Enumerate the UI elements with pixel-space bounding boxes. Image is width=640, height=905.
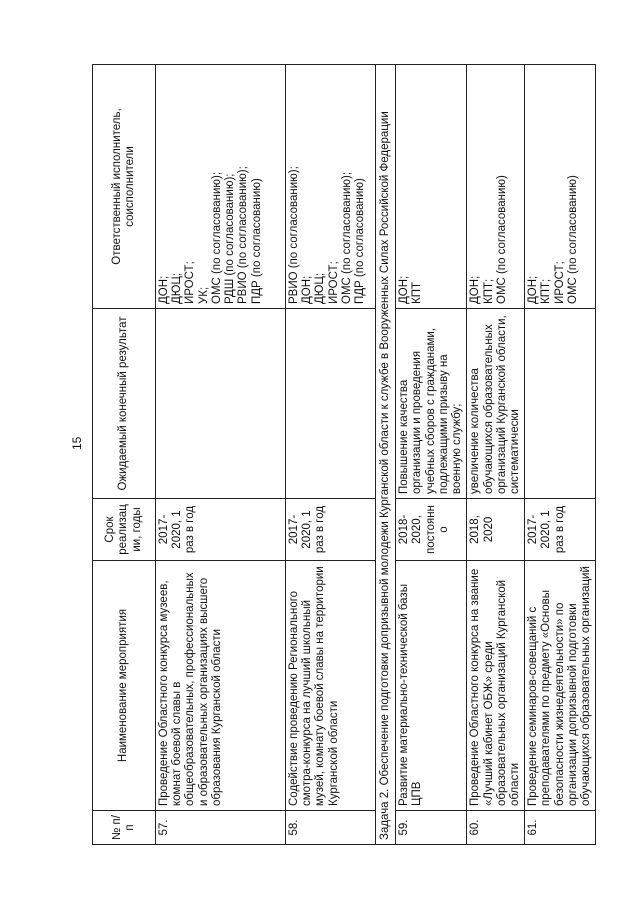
row-name: Содействие проведению Регионального смотра-конкурса на лучший школьный музей, комнату боевой славы на территории Курганской области: [286, 561, 376, 811]
exec-item: ДЮЦ;: [171, 272, 184, 304]
exec-item: ДОН;: [158, 275, 170, 304]
table-header-row: [93, 65, 156, 845]
row-name: Проведение Областного конкурса музеев, комнат боевой славы в общеобразовательных, профессиональных и образовательных организациях высшего образования Курганской области: [156, 561, 286, 811]
exec-item: КПТ;: [482, 278, 495, 304]
row-num: 58.: [286, 811, 376, 845]
row-num: 60.: [467, 811, 525, 845]
row-name: Проведение семинаров-совещаний с преподавателями по предмету «Основы безопасности жизнедеятельности» по организации допризывной подготовки обучающихся образовательных организаций: [525, 561, 596, 811]
row-exec: [396, 65, 467, 309]
row-exec: [525, 65, 596, 309]
row-term: 2018-2020, постоянно: [396, 499, 467, 561]
row-result: [156, 309, 286, 499]
exec-item: УК;: [197, 286, 210, 304]
exec-item: РДШ (по согласованию);: [224, 173, 237, 304]
exec-item: ОМС (по согласованию);: [210, 171, 223, 304]
exec-item: ОМС (по согласованию): [495, 175, 508, 304]
row-exec: [156, 65, 286, 309]
task-row: [376, 65, 396, 845]
row-exec: [467, 65, 525, 309]
exec-item: ПДР (по согласованию): [250, 178, 263, 304]
exec-item: РВИО (по согласованию);: [288, 166, 300, 304]
row-result: [525, 309, 596, 499]
header-num: № п/п: [93, 811, 156, 845]
row-result: увеличение количества обучающихся образовательных организаций Курганской области, систематически: [467, 309, 525, 499]
row-exec: [286, 65, 376, 309]
row-result: Повышение качества организации и проведения учебных сборов с гражданами, подлежащими призыву на военную службу;: [396, 309, 467, 499]
table-row: [156, 65, 286, 845]
exec-item: ДОН;: [398, 275, 411, 304]
exec-item: ПДР (по согласованию): [354, 178, 367, 304]
row-term: 2018, 2020: [467, 499, 525, 561]
header-result: Ожидаемый конечный результат: [93, 309, 156, 499]
task-heading: Задача 2. Обеспечение подготовки допризывной молодежи Курганской области к службе в Вооруженных Силах Российской Федерации: [376, 65, 396, 845]
row-num: 57.: [156, 811, 286, 845]
row-name: Развитие материально-технической базы ЦПВ: [396, 561, 467, 811]
exec-item: ИРОСТ;: [327, 261, 340, 304]
row-term: 2017-2020, 1 раз в год: [156, 499, 286, 561]
header-name: Наименование мероприятия: [93, 561, 156, 811]
row-num: 61.: [525, 811, 596, 845]
row-num: 59.: [396, 811, 467, 845]
table-row: [396, 65, 467, 845]
exec-item: ОМС (по согласованию): [566, 175, 579, 304]
row-term: 2017-2020, 1 раз в год: [286, 499, 376, 561]
exec-item: ДОН;: [527, 275, 540, 304]
row-name: Проведение Областного конкурса на звание «Лучший кабинет ОБЖ» среди образовательных организаций Курганской области: [467, 561, 525, 811]
exec-item: ДОН;: [301, 275, 314, 304]
table-row: [467, 65, 525, 845]
exec-item: ИРОСТ;: [184, 261, 197, 304]
exec-item: ДЮЦ;: [314, 272, 327, 304]
table-row: [525, 65, 596, 845]
table-row: [286, 65, 376, 845]
exec-item: РВИО (по согласованию);: [237, 166, 250, 304]
measures-table: [92, 64, 596, 845]
exec-item: КПТ;: [540, 278, 553, 304]
exec-item: КПТ: [411, 282, 424, 304]
row-result: [286, 309, 376, 499]
row-term: 2017-2020, 1 раз в год: [525, 499, 596, 561]
rotated-table-container: [92, 65, 640, 845]
exec-item: ДОН;: [469, 275, 482, 304]
exec-item: ОМС (по согласованию);: [340, 171, 353, 304]
header-exec: Ответственный исполнитель, соисполнители: [93, 65, 156, 309]
exec-item: ИРОСТ;: [553, 261, 566, 304]
page-number: 15: [70, 436, 84, 450]
header-term: Срок реализации, годы: [93, 499, 156, 561]
